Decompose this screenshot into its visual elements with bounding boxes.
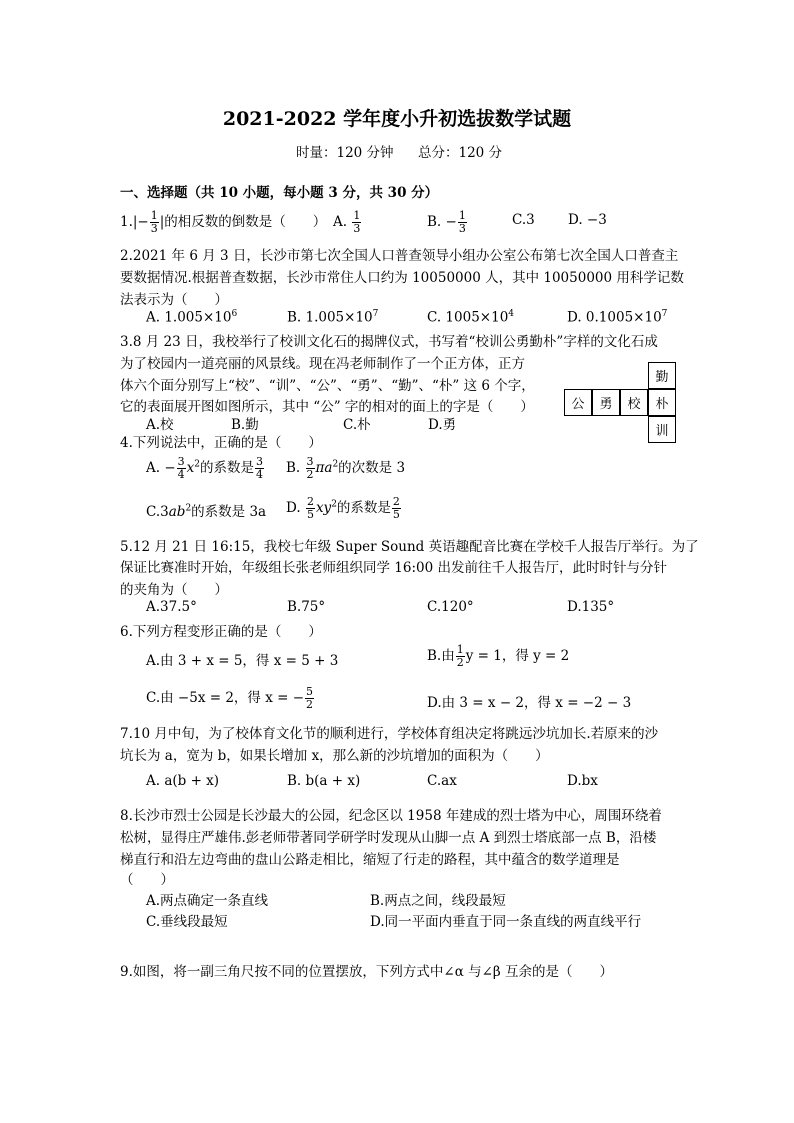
net-cell-bottom: 训 <box>648 416 676 443</box>
question-9-stem: 9.如图，将一副三角尺按不同的位置摆放，下列方式中∠α 与∠β 互余的是（ ） <box>120 964 614 980</box>
q5-option-a: A.37.5° <box>146 599 197 615</box>
q1-option-b: B. − $\frac{1}{3}$ <box>427 209 466 235</box>
q8-option-c: C.垂线段最短 <box>146 914 228 930</box>
question-5-line-3: 的夹角为（ ） <box>120 582 228 598</box>
q3-option-b: B.勤 <box>231 417 259 433</box>
question-8-line-1: 8.长沙市烈士公园是长沙最大的公园，纪念区以 1958 年建成的烈士塔为中心，周围环绕着 <box>120 808 662 824</box>
question-5-line-2: 保证比赛准时开始，年级组长张老师组织同学 16:00 出发前往千人报告厅，此时时针与分针 <box>120 560 667 576</box>
q4-option-b: B. $\frac{3}{2}$ $\pi a^2$的次数是 3 <box>286 455 406 481</box>
question-1: 1.|− $\frac{1}{3}$ |的相反数的倒数是（ ） <box>120 209 327 235</box>
question-2-line-3: 法表示为（ ） <box>120 292 228 308</box>
q4-option-a: A. − $\frac{3}{4}$ $x^2$的系数是 $\frac{3}{4}$ <box>146 455 264 481</box>
q3-option-d: D.勇 <box>428 417 457 433</box>
question-2-line-1: 2.2021 年 6 月 3 日，长沙市第七次全国人口普查领导小组办公室公布第七次全国人口普查主 <box>120 248 679 264</box>
question-5-line-1: 5.12 月 21 日 16:15，我校七年级 Super Sound 英语趣配音比赛在学校千人报告厅举行。为了 <box>120 539 699 555</box>
q4-option-d: D. $\frac{2}{5}$ $xy^2$的系数是 $\frac{2}{5}$ <box>286 495 400 521</box>
q4-option-c: $C.3ab^2$的系数是 3a <box>146 503 267 520</box>
question-8-line-2: 松树，显得庄严雄伟.彭老师带著同学研学时发现从山脚一点 A 到烈士塔底部一点 B，沿楼 <box>120 830 657 846</box>
question-7-line-2: 坑长为 a，宽为 b，如果长增加 x，那么新的沙坑增加的面积为（ ） <box>120 748 549 764</box>
question-7-line-1: 7.10 月中旬，为了校体育文化节的顺利进行，学校体育组决定将跳远沙坑加长.若原来的沙 <box>120 726 659 742</box>
q5-option-c: C.120° <box>427 599 474 615</box>
net-cell-1: 公 <box>564 389 592 416</box>
q5-option-b: B.75° <box>287 599 326 615</box>
q7-option-d: D.bx <box>567 773 598 789</box>
question-4-stem: 4.下列说法中，正确的是（ ） <box>120 435 322 451</box>
section-heading: 一、选择题（共 10 小题，每小题 3 分，共 30 分） <box>120 185 439 201</box>
q8-option-d: D.同一平面内垂直于同一条直线的两直线平行 <box>370 914 642 930</box>
net-cell-4: 朴 <box>648 389 676 416</box>
net-cell-top: 勤 <box>648 362 676 389</box>
net-cell-3: 校 <box>620 389 648 416</box>
q1-option-a: A. $\frac{1}{3}$ <box>333 209 361 235</box>
q3-option-a: A.校 <box>146 417 174 433</box>
q1-option-d: D. −3 <box>568 212 607 228</box>
q8-option-a: A.两点确定一条直线 <box>146 893 269 909</box>
q6-option-d: D.由 3 = x − 2，得 x = −2 − 3 <box>427 695 632 711</box>
question-8-line-4: （ ） <box>120 872 174 888</box>
q1-option-c: C.3 <box>512 212 535 228</box>
exam-score: 总分：120 分 <box>418 145 503 161</box>
q3-option-c: C.朴 <box>343 417 371 433</box>
q2-option-b: B. $1.005\times 10^7$ <box>287 309 379 326</box>
exam-time: 时量：120 分钟 <box>296 145 394 161</box>
q6-option-a: A.由 3 + x = 5，得 x = 5 + 3 <box>146 653 339 669</box>
q2-option-c: C. $1005\times 10^4$ <box>427 309 515 326</box>
question-3-line-4: 它的表面展开图如图所示，其中 “公” 字的相对的面上的字是（ ） <box>120 399 534 415</box>
q6-option-b: B.由 $\frac{1}{2}$ y = 1，得 y = 2 <box>427 643 570 669</box>
question-6-stem: 6.下列方程变形正确的是（ ） <box>120 624 322 640</box>
q5-option-d: D.135° <box>567 599 615 615</box>
question-8-line-3: 梯直行和沿左边弯曲的盘山公路走相比，缩短了行走的路程，其中蕴含的数学道理是 <box>120 852 620 868</box>
q7-option-b: B. b(a + x) <box>287 773 361 789</box>
net-cell-2: 勇 <box>592 389 620 416</box>
q2-option-d: D. $0.1005\times 10^7$ <box>567 309 668 326</box>
page-title: 2021-2022 学年度小升初选拔数学试题 <box>222 108 572 130</box>
question-3-line-2: 为了校园内一道亮丽的风景线。现在冯老师制作了一个正方体，正方 <box>120 356 525 372</box>
q2-option-a: A. $1.005\times 10^6$ <box>146 309 238 326</box>
q7-option-a: A. a(b + x) <box>146 773 220 789</box>
question-3-line-3: 体六个面分别写上“校”、“训”、“公”、“勇”、“勤”、“朴” 这 6 个字， <box>120 378 535 394</box>
q8-option-b: B.两点之间，线段最短 <box>370 893 506 909</box>
question-2-line-2: 要数据情况.根据普查数据，长沙市常住人口约为 10050000 人，其中 10050000 用科学记数 <box>120 270 684 286</box>
question-3-line-1: 3.8 月 23 日，我校举行了校训文化石的揭牌仪式，书写着“校训公勇勤朴”字样的文化石成 <box>120 334 658 350</box>
q7-option-c: C.ax <box>427 773 457 789</box>
q6-option-c: C.由 −5x = 2，得 x = − $\frac{5}{2}$ <box>146 685 314 711</box>
